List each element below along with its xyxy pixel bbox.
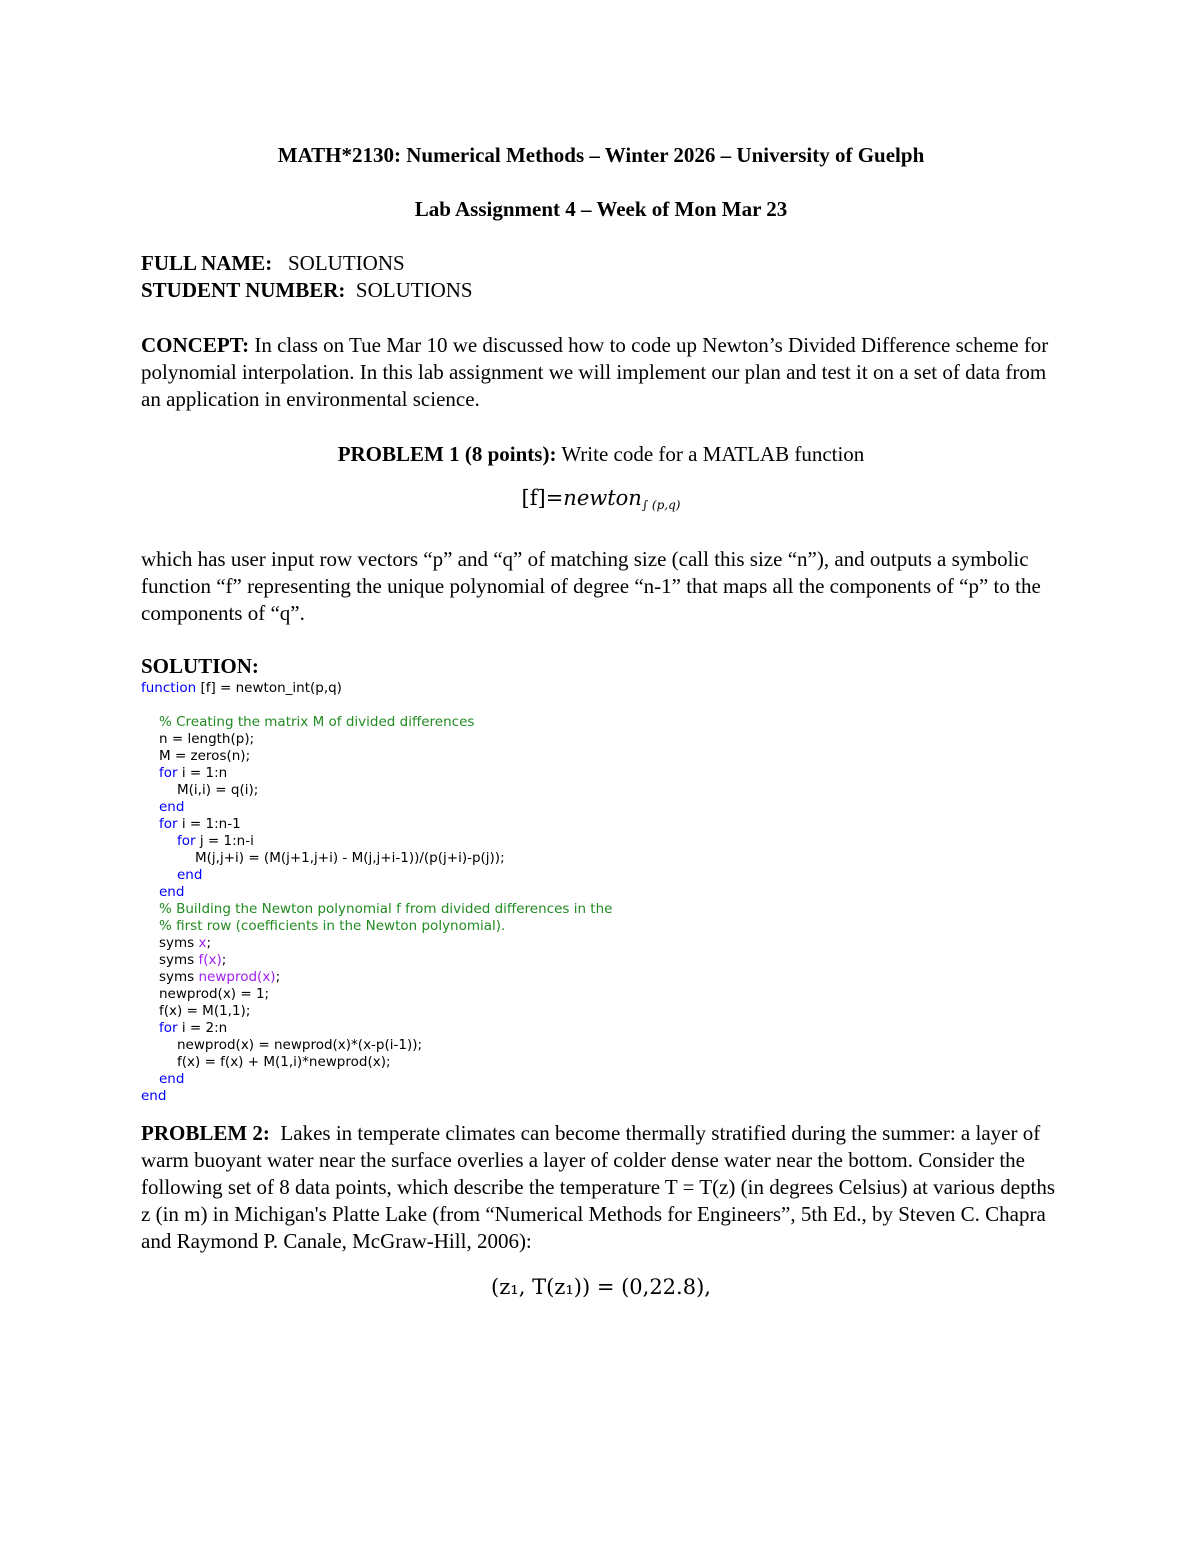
course-title: MATH*2130: Numerical Methods – Winter 2026 – University of Guelph (277, 143, 925, 167)
code-token: newprod(x) = 1; (159, 985, 270, 1002)
code-token: M(i,i) = q(i); (177, 781, 259, 798)
student-number-label: STUDENT NUMBER: (141, 277, 346, 302)
concept-paragraph (141, 332, 1061, 413)
code-token: for (177, 832, 196, 849)
code-line (141, 731, 1061, 748)
code-line (141, 1054, 1061, 1071)
problem1-label: PROBLEM 1 (8 points): (337, 441, 557, 466)
problem1-formula (141, 486, 1061, 512)
code-token: f(x) = f(x) + M(1,i)*newprod(x); (177, 1053, 391, 1070)
code-token: end (159, 883, 185, 900)
code-line (141, 850, 1061, 867)
code-token (141, 697, 145, 713)
code-token: f(x) = M(1,1); (159, 1002, 251, 1019)
code-line (141, 935, 1061, 952)
problem2-text: Lakes in temperate climates can become thermally stratified during the summer: a layer of warm buoyant water near the surface overlies a layer of colder dense water near the bottom. Consider the following set of 8 data points, which describe the temperature T = T(z) (in degrees Celsius) at various depths z (in m) in Michigan's Platte Lake (from “Numerical Methods for Engineers”, 5th Ed., by Steven C. Chapra and Raymond P. Canale, McGraw-Hill, 2006): (141, 1120, 1056, 1253)
code-line (141, 1020, 1061, 1037)
student-number-value: SOLUTIONS (355, 277, 473, 302)
code-token: % Creating the matrix M of divided differences (159, 713, 475, 730)
code-token: [f] = newton_int(p,q) (196, 679, 342, 696)
code-token: % first row (coefficients in the Newton polynomial). (159, 917, 506, 934)
code-token: syms (159, 951, 199, 968)
student-info (141, 250, 1061, 304)
solution-label (141, 653, 1061, 680)
concept-text: In class on Tue Mar 10 we discussed how to code up Newton’s Divided Difference scheme for polynomial interpolation. In this lab assignment we will implement our plan and test it on a set of data from an application in environmental science. (141, 332, 1049, 411)
code-token: end (177, 866, 203, 883)
code-line (141, 918, 1061, 935)
code-line (141, 748, 1061, 765)
full-name-value: SOLUTIONS (288, 250, 405, 275)
code-token: end (159, 798, 185, 815)
code-line (141, 969, 1061, 986)
code-token: syms (159, 934, 199, 951)
code-line (141, 867, 1061, 884)
concept-label: CONCEPT: (141, 332, 250, 357)
code-line (141, 1071, 1061, 1088)
code-line (141, 1088, 1061, 1105)
problem2-label: PROBLEM 2: (141, 1120, 270, 1145)
lab-title: Lab Assignment 4 – Week of Mon Mar 23 (414, 197, 788, 222)
code-token: i = 1:n-1 (177, 815, 241, 832)
code-token: f(x) (198, 951, 222, 968)
code-line (141, 697, 1061, 714)
code-token: end (159, 1070, 185, 1087)
code-token: ; (275, 968, 281, 985)
code-token: syms (159, 968, 199, 985)
code-line (141, 782, 1061, 799)
code-token: % Building the Newton polynomial f from divided differences in the (159, 900, 613, 917)
code-token: x (198, 934, 207, 951)
code-token: ; (221, 951, 227, 968)
code-line (141, 901, 1061, 918)
code-token: for (159, 764, 178, 781)
problem1-description: which has user input row vectors “p” and “q” of matching size (call this size “n”), and outputs a symbolic function “f” representing the unique polynomial of degree “n-1” that maps all the components of “p” to the components of “q”. (141, 546, 1041, 625)
code-line (141, 1003, 1061, 1020)
code-token: j = 1:n-i (195, 832, 254, 849)
full-name-row (141, 250, 1061, 277)
code-line (141, 714, 1061, 731)
problem1-intro: Write code for a MATLAB function (561, 441, 865, 466)
code-token: M(j,j+i) = (M(j+1,j+i) - M(j,j+i-1))/(p(j+i)-p(j)); (195, 849, 505, 866)
problem1-heading (141, 441, 1061, 468)
code-line (141, 884, 1061, 901)
code-token: for (159, 815, 178, 832)
formula-lhs: [f]= (521, 485, 564, 510)
code-token: newprod(x) = newprod(x)*(x-p(i-1)); (177, 1036, 423, 1053)
code-line (141, 680, 1061, 697)
code-line (141, 799, 1061, 816)
code-token: newprod(x) (198, 968, 276, 985)
code-line (141, 833, 1061, 850)
code-line (141, 816, 1061, 833)
code-token: end (141, 1087, 167, 1104)
code-token: function (141, 679, 197, 696)
code-token: M = zeros(n); (159, 747, 251, 764)
code-line (141, 986, 1061, 1003)
document-page (141, 140, 1061, 1299)
student-number-row (141, 277, 1061, 304)
code-line (141, 1037, 1061, 1054)
code-token: ; (206, 934, 212, 951)
solution-label-text: SOLUTION: (141, 653, 259, 678)
problem2-paragraph (141, 1120, 1061, 1255)
matlab-code-block (141, 680, 1061, 1105)
code-token: i = 2:n (177, 1019, 228, 1036)
formula-subscript: ∫ (p,q) (641, 497, 681, 512)
code-token: n = length(p); (159, 730, 255, 747)
code-token: for (159, 1019, 178, 1036)
code-line (141, 765, 1061, 782)
formula-function: newton (563, 485, 642, 510)
code-line (141, 952, 1061, 969)
code-token: i = 1:n (177, 764, 228, 781)
full-name-label: FULL NAME: (141, 250, 273, 275)
problem2-formula: (z₁, T(z₁)) = (0,22.8), (491, 1274, 711, 1299)
